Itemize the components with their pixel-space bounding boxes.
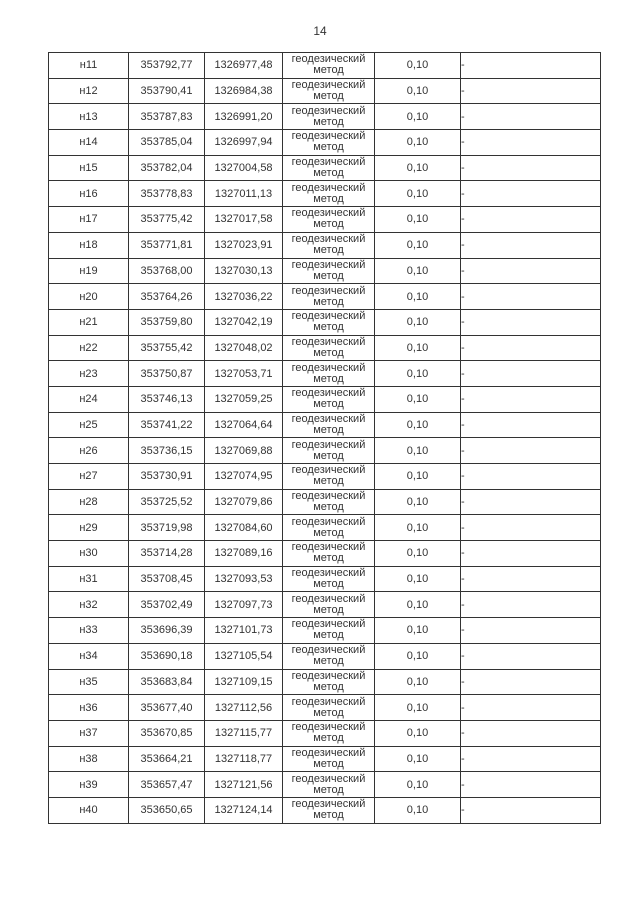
- y-coordinate-cell: 1327112,56: [205, 695, 283, 721]
- point-id-cell: н25: [49, 412, 129, 438]
- accuracy-cell: 0,10: [375, 643, 461, 669]
- point-id-cell: н23: [49, 361, 129, 387]
- x-coordinate-cell: 353755,42: [129, 335, 205, 361]
- method-line-2: метод: [313, 141, 344, 154]
- method-line-2: метод: [313, 167, 344, 180]
- method-line-1: геодезический: [291, 387, 366, 400]
- method-line-1: геодезический: [291, 721, 366, 734]
- accuracy-cell: 0,10: [375, 258, 461, 284]
- x-coordinate-cell: 353719,98: [129, 515, 205, 541]
- method-line-2: метод: [313, 346, 344, 359]
- accuracy-cell: 0,10: [375, 53, 461, 79]
- point-id-cell: н17: [49, 207, 129, 233]
- method-line-1: геодезический: [291, 464, 366, 477]
- description-cell: -: [461, 181, 601, 207]
- method-line-2: метод: [313, 218, 344, 231]
- point-id-cell: н19: [49, 258, 129, 284]
- description-cell: -: [461, 130, 601, 156]
- description-cell: -: [461, 566, 601, 592]
- table-row: [49, 720, 601, 746]
- x-coordinate-cell: 353670,85: [129, 720, 205, 746]
- table-row: [49, 53, 601, 79]
- table-row: [49, 284, 601, 310]
- y-coordinate-cell: 1327053,71: [205, 361, 283, 387]
- x-coordinate-cell: 353759,80: [129, 309, 205, 335]
- accuracy-cell: 0,10: [375, 746, 461, 772]
- method-cell: [283, 464, 375, 490]
- method-line-1: геодезический: [291, 592, 366, 605]
- method-line-1: геодезический: [291, 258, 366, 271]
- method-cell: [283, 361, 375, 387]
- y-coordinate-cell: 1327030,13: [205, 258, 283, 284]
- description-cell: -: [461, 720, 601, 746]
- description-cell: -: [461, 515, 601, 541]
- description-cell: -: [461, 335, 601, 361]
- method-cell: [283, 618, 375, 644]
- y-coordinate-cell: 1327042,19: [205, 309, 283, 335]
- method-line-1: геодезический: [291, 490, 366, 503]
- x-coordinate-cell: 353714,28: [129, 541, 205, 567]
- x-coordinate-cell: 353778,83: [129, 181, 205, 207]
- table-row: [49, 541, 601, 567]
- description-cell: -: [461, 53, 601, 79]
- accuracy-cell: 0,10: [375, 78, 461, 104]
- x-coordinate-cell: 353764,26: [129, 284, 205, 310]
- x-coordinate-cell: 353657,47: [129, 772, 205, 798]
- method-cell: [283, 258, 375, 284]
- point-id-cell: н18: [49, 232, 129, 258]
- table-row: [49, 797, 601, 823]
- method-cell: [283, 669, 375, 695]
- accuracy-cell: 0,10: [375, 720, 461, 746]
- x-coordinate-cell: 353730,91: [129, 464, 205, 490]
- x-coordinate-cell: 353750,87: [129, 361, 205, 387]
- y-coordinate-cell: 1327064,64: [205, 412, 283, 438]
- x-coordinate-cell: 353683,84: [129, 669, 205, 695]
- description-cell: -: [461, 695, 601, 721]
- y-coordinate-cell: 1327084,60: [205, 515, 283, 541]
- description-cell: -: [461, 104, 601, 130]
- point-id-cell: н16: [49, 181, 129, 207]
- x-coordinate-cell: 353696,39: [129, 618, 205, 644]
- y-coordinate-cell: 1327048,02: [205, 335, 283, 361]
- method-line-2: метод: [313, 655, 344, 668]
- table-row: [49, 669, 601, 695]
- x-coordinate-cell: 353664,21: [129, 746, 205, 772]
- method-cell: [283, 155, 375, 181]
- table-row: [49, 335, 601, 361]
- table-row: [49, 515, 601, 541]
- point-id-cell: н21: [49, 309, 129, 335]
- method-line-2: метод: [313, 295, 344, 308]
- table-row: [49, 386, 601, 412]
- point-id-cell: н32: [49, 592, 129, 618]
- method-cell: [283, 566, 375, 592]
- description-cell: -: [461, 284, 601, 310]
- description-cell: -: [461, 489, 601, 515]
- method-cell: [283, 772, 375, 798]
- method-line-2: метод: [313, 578, 344, 591]
- y-coordinate-cell: 1327089,16: [205, 541, 283, 567]
- method-cell: [283, 309, 375, 335]
- x-coordinate-cell: 353746,13: [129, 386, 205, 412]
- method-line-2: метод: [313, 423, 344, 436]
- method-line-1: геодезический: [291, 233, 366, 246]
- point-id-cell: н34: [49, 643, 129, 669]
- y-coordinate-cell: 1327093,53: [205, 566, 283, 592]
- table-row: [49, 695, 601, 721]
- method-line-2: метод: [313, 757, 344, 770]
- method-cell: [283, 797, 375, 823]
- point-id-cell: н27: [49, 464, 129, 490]
- method-line-1: геодезический: [291, 798, 366, 811]
- table-row: [49, 155, 601, 181]
- method-cell: [283, 284, 375, 310]
- method-line-1: геодезический: [291, 567, 366, 580]
- method-line-2: метод: [313, 552, 344, 565]
- y-coordinate-cell: 1327036,22: [205, 284, 283, 310]
- y-coordinate-cell: 1327109,15: [205, 669, 283, 695]
- y-coordinate-cell: 1327079,86: [205, 489, 283, 515]
- method-line-2: метод: [313, 501, 344, 514]
- method-line-1: геодезический: [291, 361, 366, 374]
- method-cell: [283, 643, 375, 669]
- description-cell: -: [461, 207, 601, 233]
- y-coordinate-cell: 1326991,20: [205, 104, 283, 130]
- method-line-1: геодезический: [291, 181, 366, 194]
- description-cell: -: [461, 541, 601, 567]
- accuracy-cell: 0,10: [375, 181, 461, 207]
- x-coordinate-cell: 353725,52: [129, 489, 205, 515]
- method-line-2: метод: [313, 706, 344, 719]
- description-cell: -: [461, 386, 601, 412]
- point-id-cell: н13: [49, 104, 129, 130]
- table-row: [49, 258, 601, 284]
- y-coordinate-cell: 1327115,77: [205, 720, 283, 746]
- accuracy-cell: 0,10: [375, 566, 461, 592]
- table-row: [49, 592, 601, 618]
- y-coordinate-cell: 1326997,94: [205, 130, 283, 156]
- description-cell: -: [461, 258, 601, 284]
- method-line-1: геодезический: [291, 156, 366, 169]
- method-cell: [283, 746, 375, 772]
- accuracy-cell: 0,10: [375, 515, 461, 541]
- point-id-cell: н35: [49, 669, 129, 695]
- method-line-1: геодезический: [291, 695, 366, 708]
- x-coordinate-cell: 353741,22: [129, 412, 205, 438]
- point-id-cell: н40: [49, 797, 129, 823]
- method-line-2: метод: [313, 90, 344, 103]
- accuracy-cell: 0,10: [375, 464, 461, 490]
- x-coordinate-cell: 353677,40: [129, 695, 205, 721]
- method-cell: [283, 335, 375, 361]
- method-cell: [283, 592, 375, 618]
- method-cell: [283, 541, 375, 567]
- table-row: [49, 643, 601, 669]
- point-id-cell: н24: [49, 386, 129, 412]
- description-cell: -: [461, 643, 601, 669]
- table-row: [49, 181, 601, 207]
- method-line-2: метод: [313, 321, 344, 334]
- accuracy-cell: 0,10: [375, 130, 461, 156]
- description-cell: -: [461, 78, 601, 104]
- y-coordinate-cell: 1327101,73: [205, 618, 283, 644]
- method-cell: [283, 438, 375, 464]
- description-cell: -: [461, 412, 601, 438]
- method-line-1: геодезический: [291, 772, 366, 785]
- table-row: [49, 772, 601, 798]
- description-cell: -: [461, 232, 601, 258]
- x-coordinate-cell: 353792,77: [129, 53, 205, 79]
- y-coordinate-cell: 1326977,48: [205, 53, 283, 79]
- method-line-1: геодезический: [291, 207, 366, 220]
- table-row: [49, 361, 601, 387]
- method-cell: [283, 695, 375, 721]
- method-line-1: геодезический: [291, 541, 366, 554]
- y-coordinate-cell: 1327069,88: [205, 438, 283, 464]
- accuracy-cell: 0,10: [375, 412, 461, 438]
- y-coordinate-cell: 1327118,77: [205, 746, 283, 772]
- method-line-2: метод: [313, 732, 344, 745]
- description-cell: -: [461, 464, 601, 490]
- table-row: [49, 618, 601, 644]
- method-cell: [283, 412, 375, 438]
- method-cell: [283, 53, 375, 79]
- method-cell: [283, 181, 375, 207]
- x-coordinate-cell: 353702,49: [129, 592, 205, 618]
- table-row: [49, 232, 601, 258]
- table-row: [49, 438, 601, 464]
- accuracy-cell: 0,10: [375, 361, 461, 387]
- table-row: [49, 412, 601, 438]
- method-line-2: метод: [313, 398, 344, 411]
- point-id-cell: н31: [49, 566, 129, 592]
- coordinates-table-body: [49, 53, 601, 824]
- y-coordinate-cell: 1327097,73: [205, 592, 283, 618]
- point-id-cell: н33: [49, 618, 129, 644]
- method-line-1: геодезический: [291, 104, 366, 117]
- accuracy-cell: 0,10: [375, 438, 461, 464]
- point-id-cell: н12: [49, 78, 129, 104]
- method-line-1: геодезический: [291, 284, 366, 297]
- point-id-cell: н37: [49, 720, 129, 746]
- point-id-cell: н20: [49, 284, 129, 310]
- table-row: [49, 130, 601, 156]
- table-row: [49, 78, 601, 104]
- description-cell: -: [461, 155, 601, 181]
- accuracy-cell: 0,10: [375, 797, 461, 823]
- method-line-2: метод: [313, 449, 344, 462]
- method-line-1: геодезический: [291, 438, 366, 451]
- table-row: [49, 309, 601, 335]
- y-coordinate-cell: 1327074,95: [205, 464, 283, 490]
- table-row: [49, 489, 601, 515]
- method-line-1: геодезический: [291, 618, 366, 631]
- method-line-2: метод: [313, 192, 344, 205]
- method-line-1: геодезический: [291, 335, 366, 348]
- description-cell: -: [461, 592, 601, 618]
- point-id-cell: н11: [49, 53, 129, 79]
- method-line-2: метод: [313, 269, 344, 282]
- point-id-cell: н15: [49, 155, 129, 181]
- table-row: [49, 566, 601, 592]
- method-cell: [283, 104, 375, 130]
- point-id-cell: н26: [49, 438, 129, 464]
- point-id-cell: н14: [49, 130, 129, 156]
- point-id-cell: н22: [49, 335, 129, 361]
- table-row: [49, 207, 601, 233]
- x-coordinate-cell: 353736,15: [129, 438, 205, 464]
- method-line-2: метод: [313, 680, 344, 693]
- description-cell: -: [461, 669, 601, 695]
- method-line-2: метод: [313, 475, 344, 488]
- y-coordinate-cell: 1326984,38: [205, 78, 283, 104]
- x-coordinate-cell: 353785,04: [129, 130, 205, 156]
- method-line-1: геодезический: [291, 53, 366, 66]
- y-coordinate-cell: 1327004,58: [205, 155, 283, 181]
- accuracy-cell: 0,10: [375, 232, 461, 258]
- x-coordinate-cell: 353775,42: [129, 207, 205, 233]
- method-line-2: метод: [313, 372, 344, 385]
- x-coordinate-cell: 353690,18: [129, 643, 205, 669]
- accuracy-cell: 0,10: [375, 335, 461, 361]
- description-cell: -: [461, 797, 601, 823]
- method-cell: [283, 386, 375, 412]
- table-row: [49, 746, 601, 772]
- y-coordinate-cell: 1327011,13: [205, 181, 283, 207]
- point-id-cell: н38: [49, 746, 129, 772]
- y-coordinate-cell: 1327017,58: [205, 207, 283, 233]
- method-line-1: геодезический: [291, 130, 366, 143]
- method-cell: [283, 207, 375, 233]
- method-line-2: метод: [313, 526, 344, 539]
- method-cell: [283, 130, 375, 156]
- method-line-2: метод: [313, 629, 344, 642]
- accuracy-cell: 0,10: [375, 618, 461, 644]
- accuracy-cell: 0,10: [375, 541, 461, 567]
- description-cell: -: [461, 746, 601, 772]
- accuracy-cell: 0,10: [375, 104, 461, 130]
- method-line-2: метод: [313, 603, 344, 616]
- y-coordinate-cell: 1327121,56: [205, 772, 283, 798]
- method-line-1: геодезический: [291, 310, 366, 323]
- accuracy-cell: 0,10: [375, 309, 461, 335]
- method-line-1: геодезический: [291, 515, 366, 528]
- accuracy-cell: 0,10: [375, 386, 461, 412]
- method-line-1: геодезический: [291, 79, 366, 92]
- method-cell: [283, 515, 375, 541]
- x-coordinate-cell: 353768,00: [129, 258, 205, 284]
- x-coordinate-cell: 353782,04: [129, 155, 205, 181]
- description-cell: -: [461, 618, 601, 644]
- method-line-1: геодезический: [291, 746, 366, 759]
- accuracy-cell: 0,10: [375, 669, 461, 695]
- y-coordinate-cell: 1327105,54: [205, 643, 283, 669]
- point-id-cell: н29: [49, 515, 129, 541]
- y-coordinate-cell: 1327023,91: [205, 232, 283, 258]
- description-cell: -: [461, 772, 601, 798]
- x-coordinate-cell: 353771,81: [129, 232, 205, 258]
- point-id-cell: н36: [49, 695, 129, 721]
- accuracy-cell: 0,10: [375, 155, 461, 181]
- page-number: 14: [313, 24, 327, 38]
- x-coordinate-cell: 353708,45: [129, 566, 205, 592]
- method-line-1: геодезический: [291, 644, 366, 657]
- method-line-2: метод: [313, 244, 344, 257]
- point-id-cell: н39: [49, 772, 129, 798]
- method-cell: [283, 78, 375, 104]
- method-line-2: метод: [313, 809, 344, 822]
- x-coordinate-cell: 353787,83: [129, 104, 205, 130]
- point-id-cell: н28: [49, 489, 129, 515]
- method-line-1: геодезический: [291, 412, 366, 425]
- point-id-cell: н30: [49, 541, 129, 567]
- method-line-2: метод: [313, 115, 344, 128]
- accuracy-cell: 0,10: [375, 695, 461, 721]
- y-coordinate-cell: 1327124,14: [205, 797, 283, 823]
- coordinates-table: [48, 52, 601, 824]
- method-line-2: метод: [313, 64, 344, 77]
- description-cell: -: [461, 309, 601, 335]
- method-cell: [283, 720, 375, 746]
- table-row: [49, 104, 601, 130]
- method-cell: [283, 489, 375, 515]
- method-cell: [283, 232, 375, 258]
- method-line-1: геодезический: [291, 669, 366, 682]
- accuracy-cell: 0,10: [375, 207, 461, 233]
- y-coordinate-cell: 1327059,25: [205, 386, 283, 412]
- accuracy-cell: 0,10: [375, 284, 461, 310]
- x-coordinate-cell: 353790,41: [129, 78, 205, 104]
- description-cell: -: [461, 361, 601, 387]
- description-cell: -: [461, 438, 601, 464]
- table-row: [49, 464, 601, 490]
- x-coordinate-cell: 353650,65: [129, 797, 205, 823]
- accuracy-cell: 0,10: [375, 592, 461, 618]
- method-line-2: метод: [313, 783, 344, 796]
- accuracy-cell: 0,10: [375, 772, 461, 798]
- accuracy-cell: 0,10: [375, 489, 461, 515]
